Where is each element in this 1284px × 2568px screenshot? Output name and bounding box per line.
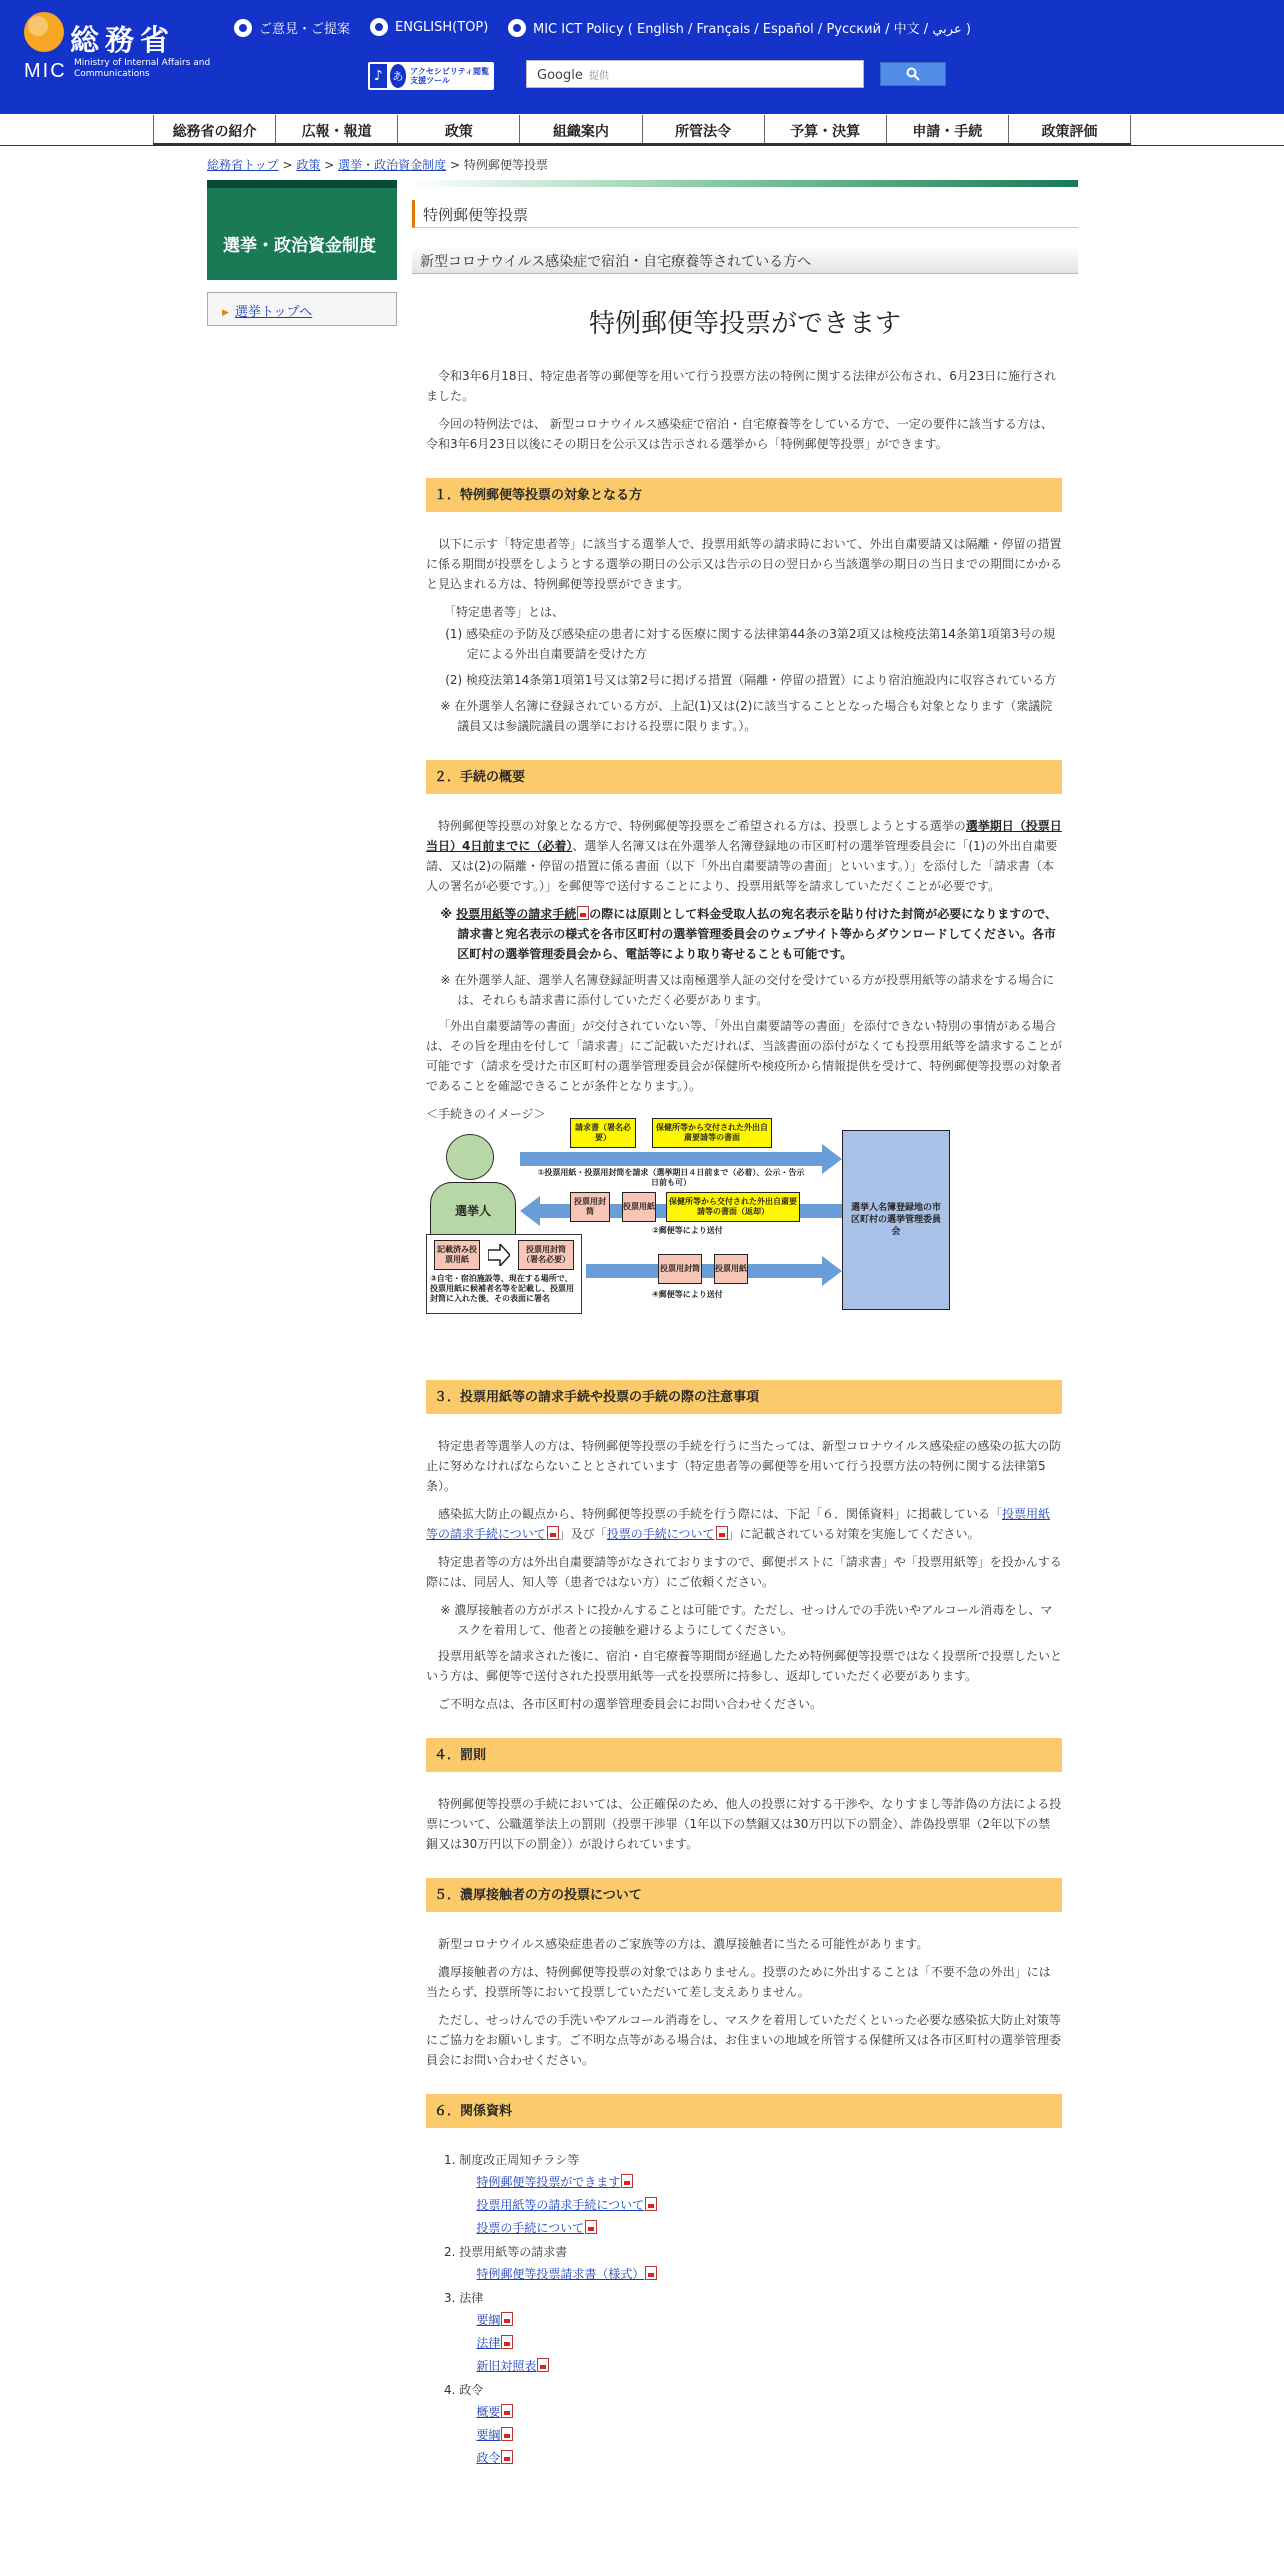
note: ※ 在外選挙人名簿に登録されている方が、上記(1)又は(2)に該当することとなった場合も対象となります（衆議院議員又は参議院議員の選挙における投票に限ります。）。 (440, 699, 1053, 733)
search-input[interactable] (526, 60, 864, 88)
committee-box: 選挙人名簿登録地の市区町村の選挙管理委員会 (842, 1130, 950, 1310)
paragraph: 新型コロナウイルス感染症患者のご家族等の方は、濃厚接触者に当たる可能性があります。 (438, 1937, 929, 1951)
speaker-icon: ♪ (370, 64, 387, 88)
intro-paragraph: 令和3年6月18日、特定患者等の郵便等を用いて行う投票方法の特例に関する法律が公布され、6月23日に施行されました。 (426, 369, 1057, 403)
request-procedure-link[interactable]: 投票用紙等の請求手続について (426, 1507, 1051, 1541)
search-button[interactable] (880, 62, 946, 86)
list-item (426, 2425, 1062, 2445)
breadcrumb-policy[interactable]: 政策 (296, 158, 321, 172)
section-heading: １．特例郵便等投票の対象となる方 (426, 478, 1062, 512)
paragraph: 濃厚接触者の方は、特例郵便等投票の対象ではありません。投票のために外出することは「不要不急の外出」には当たらず、投票所等において投票していただいて差し支えありません。 (426, 1965, 1051, 1999)
section-heading: ６．関係資料 (426, 2094, 1062, 2128)
list-item (426, 2356, 1062, 2376)
bullet-icon (234, 19, 252, 37)
section-title: 特例郵便等投票 (412, 200, 1078, 228)
voting-procedure-link[interactable]: 投票の手続について (476, 2221, 585, 2235)
page-title: 特例郵便等投票ができます (588, 309, 901, 339)
request-procedure-link[interactable]: 投票用紙等の請求手続 (456, 907, 577, 921)
image-caption: ＜手続きのイメージ＞ (426, 1107, 546, 1121)
list-item (426, 2333, 1062, 2353)
sidebar-heading: 選挙・政治資金制度 (207, 180, 397, 280)
arrow-right-icon (488, 1244, 510, 1266)
pdf-icon (577, 906, 589, 920)
logo-text[interactable]: 総務省 (70, 23, 176, 57)
ict-policy-link[interactable]: MIC ICT Policy ( English / Français / Español / Русский / 中文 / عربي ) (508, 18, 971, 37)
step1-label: ①投票用紙・投票用封筒を請求（選挙期日４日前まで（必着）、公示・告示日前も可） (537, 1168, 805, 1187)
voter-figure: 選挙人 (430, 1182, 516, 1240)
section-heading: ３．投票用紙等の請求手続や投票の手続の際の注意事項 (426, 1380, 1062, 1414)
opinion-link[interactable]: ご意見・ご提案 (234, 18, 350, 37)
english-link[interactable]: ENGLISH(TOP) (370, 18, 488, 36)
nav-organization[interactable]: 組織案内 (519, 115, 641, 143)
list-item (426, 2195, 1062, 2215)
health-doc-box: 保健所等から交付された外出自粛要請等の書面 (652, 1118, 772, 1148)
nav-evaluation[interactable]: 政策評価 (1008, 115, 1131, 143)
ballot-box: 投票用紙 (622, 1192, 656, 1222)
search-brand: Google (537, 68, 583, 83)
law-link[interactable]: 法律 (476, 2336, 501, 2350)
search-sub: 提供 (588, 71, 609, 82)
ordinance-link[interactable]: 政令 (476, 2451, 501, 2465)
arrow-right-icon (822, 1256, 842, 1286)
definition-label: 「特定患者等」とは、 (444, 605, 565, 619)
envelope-sign-box: 投票用封筒（署名必要） (518, 1240, 574, 1270)
pdf-icon (537, 2358, 549, 2372)
step4-label: ④郵便等により送付 (652, 1290, 723, 1299)
list-item (426, 2448, 1062, 2468)
logo-mark-icon[interactable] (24, 12, 64, 52)
nav-divider (0, 145, 1284, 146)
procedure-diagram (426, 1123, 946, 1340)
section-heading: ４．罰則 (426, 1738, 1062, 1772)
flyer-link[interactable]: 特例郵便等投票ができます (476, 2175, 621, 2189)
pdf-icon (547, 1526, 559, 1540)
request-procedure-link[interactable]: 投票用紙等の請求手続について (476, 2198, 645, 2212)
logo-english: Ministry of Internal Affairs and Communications (74, 58, 211, 79)
request-form-box: 請求書（署名必要） (570, 1118, 636, 1148)
voting-procedure-link[interactable]: 投票の手続について (606, 1527, 715, 1541)
sidebar-item-label[interactable]: 選挙トップへ (234, 305, 313, 320)
ordinance-outline-link[interactable]: 要綱 (476, 2428, 501, 2442)
list-item (426, 2218, 1062, 2238)
note: ※ 在外選挙人証、選挙人名簿登録証明書又は南極選挙人証の交付を受けている方が投票用紙等の請求をする場合には、それらも請求書に添付していただく必要があります。 (440, 973, 1055, 1007)
list-item (426, 2172, 1062, 2192)
deadline-emphasis: 選挙期日（投票日当日）4日前までに（必着） (426, 819, 1062, 853)
pdf-icon (585, 2220, 597, 2234)
return-arrow (586, 1264, 826, 1278)
nav-budget[interactable]: 予算・決算 (764, 115, 886, 143)
arrow-right-icon (822, 1144, 842, 1174)
global-nav (153, 115, 1131, 145)
pdf-icon (501, 2335, 513, 2349)
sidebar-item-election-top[interactable] (207, 292, 397, 326)
pdf-icon (501, 2427, 513, 2441)
ballot-box: 投票用紙 (714, 1254, 748, 1284)
list-item: (1) 感染症の予防及び感染症の患者に対する医療に関する法律第44条の3第2項又は検疫法第14条第1項第3号の規定による外出自粛要請を受けた方 (445, 627, 1056, 661)
breadcrumb: 総務省トップ > 政策 > 選挙・政治資金制度 > 特例郵便等投票 (207, 158, 548, 172)
triangle-right-icon: ▶ (222, 308, 229, 318)
request-form-link[interactable]: 特例郵便等投票請求書（様式） (476, 2267, 645, 2281)
paragraph: 「外出自粛要請等の書面」が交付されていない等、「外出自粛要請等の書面」を添付できない特別の事情がある場合は、その旨を理由を付して「請求書」にご記載いただければ、当該書面の添付がなくても投票用紙等を請求することが可能です（請求を受けた市区町村の選挙管理委員会が保健所や検疫所から情報提供を受けて、特例郵便等投票の対象者であることを確認できることが条件となります。）。 (426, 1019, 1063, 1093)
filled-ballot-box: 記載済み投票用紙 (434, 1240, 480, 1270)
bullet-icon (370, 18, 388, 36)
step2-label: ②郵便等により送付 (652, 1226, 723, 1235)
list-item (426, 2264, 1062, 2284)
list-item: (2) 検疫法第14条第1項第1号又は第2号に掲げる措置（隔離・停留の措置）により宿泊施設内に収容されている方 (445, 673, 1057, 687)
nav-press[interactable]: 広報・報道 (275, 115, 397, 143)
paragraph: 特例郵便等投票の手続においては、公正確保のため、他人の投票に対する干渉や、なりすまし等詐偽の方法による投票について、公職選挙法上の罰則（投票干渉罪（1年以下の禁錮又は30万円以下の罰金）、詐偽投票罪（2年以下の禁錮又は30万円以下の罰金））が設けられています。 (426, 1797, 1062, 1851)
breadcrumb-current: 特例郵便等投票 (463, 158, 548, 172)
paragraph: 特定患者等選挙人の方は、特例郵便等投票の手続を行うに当たっては、新型コロナウイルス感染症の感染の拡大の防止に努めなければならないこととされています（特定患者等の郵便等を用いて行う投票方法の特例に関する法律第5条）。 (426, 1439, 1062, 1493)
search-icon (906, 67, 920, 81)
section-heading: ５．濃厚接触者の方の投票について (426, 1878, 1062, 1912)
arrow-left-icon (520, 1196, 540, 1226)
ordinance-summary-link[interactable]: 概要 (476, 2405, 501, 2419)
logo-abbr[interactable]: MIC (24, 60, 67, 82)
nav-applications[interactable]: 申請・手続 (886, 115, 1008, 143)
section-heading: ２．手続の概要 (426, 760, 1062, 794)
resource-group-title: 2. 投票用紙等の請求書 (444, 2245, 568, 2259)
envelope-box: 投票用封筒 (658, 1254, 702, 1284)
breadcrumb-top[interactable]: 総務省トップ (207, 158, 279, 172)
law-outline-link[interactable]: 要綱 (476, 2313, 501, 2327)
note: ※ 濃厚接触者の方がポストに投かんすることは可能です。ただし、せっけんでの手洗いやアルコール消毒をし、マスクを着用して、他者との接触を避けるようにしてください。 (440, 1603, 1053, 1637)
paragraph: 以下に示す「特定患者等」に該当する選挙人で、投票用紙等の請求時において、外出自粛要請又は隔離・停留の措置に係る期間が投票をしようとする選挙の期日の公示又は告示の日の翌日から当該選挙の期日の当日までの期間にかかると見込まれる方は、特例郵便等投票ができます。 (426, 537, 1063, 591)
pdf-icon (645, 2197, 657, 2211)
resource-group-title: 4. 政令 (444, 2383, 484, 2397)
pdf-icon (645, 2266, 657, 2280)
paragraph: 特例郵便等投票の対象となる方で、特例郵便等投票をご希望される方は、投票しようとする選挙の選挙期日（投票日当日）4日前までに（必着）、選挙人名簿又は在外選挙人名簿登録地の市区町村の選挙管理委員会に「(1)の外出自粛要請、又は(2)の隔離・停留の措置に係る書面（以下「外出自粛要請等の書面」といいます。）」を添付した「請求書（本人の署名が必要です。）」を郵便等で送付することにより、投票用紙等を請求していただくことが必要です。 (426, 819, 1062, 893)
paragraph: 特定患者等の方は外出自粛要請等がなされておりますので、郵便ポストに「請求書」や「投票用紙等」を投かんする際には、同居人、知人等（患者ではない方）にご依頼ください。 (426, 1555, 1062, 1589)
resource-group-title: 3. 法律 (444, 2291, 484, 2305)
nav-laws[interactable]: 所管法令 (642, 115, 764, 143)
pdf-icon (621, 2174, 633, 2188)
health-doc-return-box: 保健所等から交付された外出自粛要請等の書面（返却） (666, 1192, 800, 1222)
resource-group-title: 1. 制度改正周知チラシ等 (444, 2153, 580, 2167)
nav-about[interactable]: 総務省の紹介 (153, 115, 275, 143)
pdf-icon (501, 2404, 513, 2418)
envelope-box: 投票用封筒 (570, 1192, 610, 1222)
request-arrow (520, 1152, 826, 1166)
paragraph: ご不明な点は、各市区町村の選挙管理委員会にお問い合わせください。 (438, 1697, 823, 1711)
comparison-table-link[interactable]: 新旧対照表 (476, 2359, 537, 2373)
paragraph: ただし、せっけんでの手洗いやアルコール消毒をし、マスクを着用していただくといった必要な感染拡大防止対策等にご協力をお願いします。ご不明な点等がある場合は、お住まいの地域を所管する保健所又は各市区町村の選挙管理委員会にお問い合わせください。 (426, 2013, 1062, 2067)
accessibility-tool-button[interactable] (368, 62, 494, 90)
intro-paragraph: 今回の特例法では、 新型コロナウイルス感染症で宿泊・自宅療養等をしている方で、一定の要件に該当する方は、令和3年6月23日以後にその期日を公示又は告示される選挙から「特例郵便等投票」ができます。 (426, 417, 1053, 451)
nav-policy[interactable]: 政策 (397, 115, 519, 143)
list-item (426, 2402, 1062, 2422)
accessibility-label: アクセシビリティ閲覧支援ツール (410, 67, 490, 85)
voter-head-icon (446, 1134, 494, 1180)
main-content (426, 366, 1062, 2471)
site-header (0, 0, 1284, 114)
header-bar (410, 180, 1078, 187)
pdf-icon (501, 2450, 513, 2464)
pdf-icon (716, 1526, 728, 1540)
note: ※ 投票用紙等の請求手続 の際には原則として料金受取人払の宛名表示を貼り付けた封筒が必要になりますので、請求書と宛名表示の様式を各市区町村の選挙管理委員会のウェブサイト等からダウンロードしてください。各市区町村の選挙管理委員会から、電話等により取り寄せることも可能です。 (440, 907, 1058, 961)
sub-title: 新型コロナウイルス感染症で宿泊・自宅療養等されている方へ (412, 246, 1078, 274)
list-item (426, 2310, 1062, 2330)
breadcrumb-election[interactable]: 選挙・政治資金制度 (338, 158, 447, 172)
reading-icon: あ (390, 64, 407, 88)
step3-label: ③自宅・宿泊施設等、現在する場所で、投票用紙に候補者名等を記載し、投票用封筒に入れた後、その表面に署名 (430, 1274, 574, 1303)
pdf-icon (501, 2312, 513, 2326)
bullet-icon (508, 19, 526, 37)
paragraph: 投票用紙等を請求された後に、宿泊・自宅療養等期間が経過したため特例郵便等投票ではなく投票所で投票したいという方は、郵便等で送付された投票用紙等一式を投票所に持参し、返却していただく必要があります。 (426, 1649, 1063, 1683)
paragraph: 感染拡大防止の観点から、特例郵便等投票の手続を行う際には、下記「６．関係資料」に掲載している「投票用紙等の請求手続について 」及び「投票の手続について 」に記載されている対策を実施してください。 (426, 1507, 1051, 1541)
